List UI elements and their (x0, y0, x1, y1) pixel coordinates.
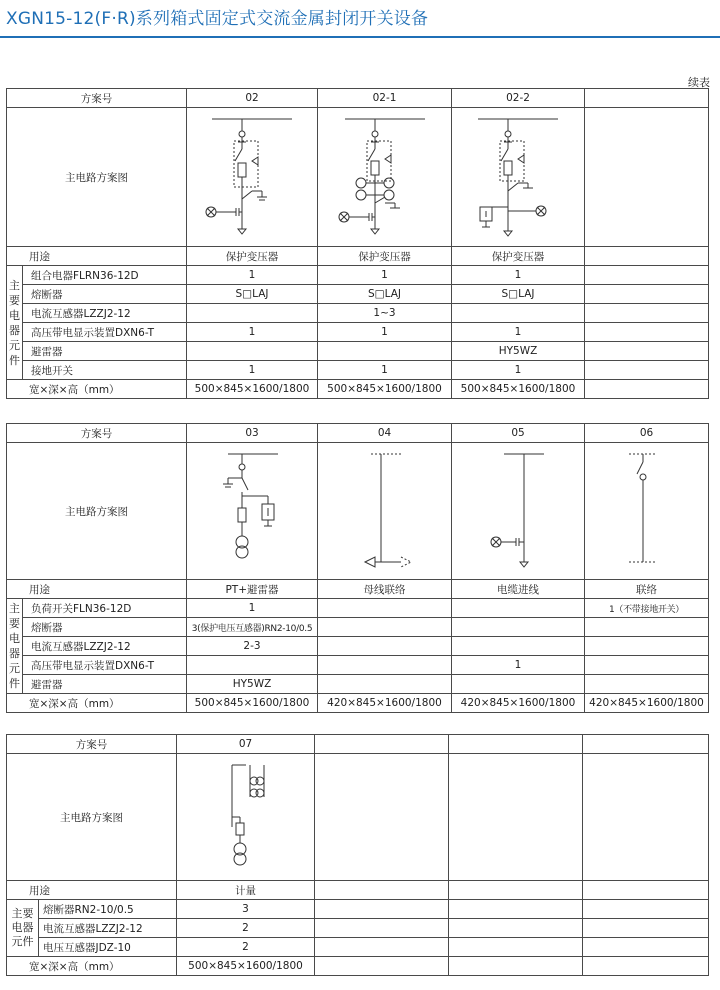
component-row (7, 938, 709, 957)
component-value (585, 266, 709, 285)
component-value: 1（不带接地开关） (585, 599, 709, 618)
circuit-diagram-02 (187, 108, 318, 247)
usage-row (7, 580, 709, 599)
component-value (452, 304, 585, 323)
diagram-empty (583, 754, 709, 881)
diagram-row (7, 443, 709, 580)
usage-cell (315, 881, 449, 900)
component-value: 1 (187, 266, 318, 285)
circuit-06-icon (597, 446, 697, 576)
component-value: 1 (452, 361, 585, 380)
circuit-04-icon (335, 446, 435, 576)
component-value (315, 938, 449, 957)
scheme-table-3 (6, 734, 709, 976)
scheme-number: 02-2 (452, 89, 585, 108)
component-value (583, 919, 709, 938)
usage-header: 用途 (7, 580, 187, 599)
dims-row (7, 694, 709, 713)
component-value: S□LAJ (318, 285, 452, 304)
circuit-diagram-02-1 (318, 108, 452, 247)
continued-label: 续表 (688, 76, 710, 89)
component-name: 高压带电显示装置DXN6-T (23, 323, 187, 342)
component-value (318, 675, 452, 694)
dims-cell: 420×845×1600/1800 (452, 694, 585, 713)
diagram-empty (585, 108, 709, 247)
dims-header: 宽×深×高（mm） (7, 957, 177, 976)
diagram-empty (315, 754, 449, 881)
circuit-07-icon (196, 757, 296, 877)
usage-cell: 母线联络 (318, 580, 452, 599)
circuit-diagram-05 (452, 443, 585, 580)
component-name: 熔断器 (23, 285, 187, 304)
circuit-05-icon (468, 446, 568, 576)
component-row (7, 656, 709, 675)
component-value: 1 (187, 599, 318, 618)
component-name: 高压带电显示装置DXN6-T (23, 656, 187, 675)
component-row (7, 304, 709, 323)
usage-cell: 保护变压器 (318, 247, 452, 266)
circuit-02-2-icon (468, 111, 568, 243)
scheme-number: 03 (187, 424, 318, 443)
component-value (585, 342, 709, 361)
diagram-row (7, 754, 709, 881)
component-value (585, 285, 709, 304)
main-components-label: 主要电器元件 (7, 900, 39, 957)
scheme-number: 05 (452, 424, 585, 443)
component-name: 电压互感器JDZ-10 (39, 938, 177, 957)
component-row (7, 900, 709, 919)
usage-cell (583, 881, 709, 900)
component-value (585, 637, 709, 656)
circuit-diagram-02-2 (452, 108, 585, 247)
component-value (452, 618, 585, 637)
component-value: 1 (318, 266, 452, 285)
component-row (7, 266, 709, 285)
scheme-table-1 (6, 88, 709, 399)
component-value (187, 342, 318, 361)
usage-cell (585, 247, 709, 266)
component-value (585, 618, 709, 637)
usage-row (7, 247, 709, 266)
component-row (7, 361, 709, 380)
usage-cell: PT+避雷器 (187, 580, 318, 599)
scheme-number (583, 735, 709, 754)
component-name: 熔断器RN2-10/0.5 (39, 900, 177, 919)
component-value (449, 938, 583, 957)
component-value (585, 304, 709, 323)
dims-cell: 500×845×1600/1800 (187, 694, 318, 713)
dims-cell (315, 957, 449, 976)
component-row (7, 285, 709, 304)
component-value: 2-3 (187, 637, 318, 656)
dims-cell (585, 380, 709, 399)
scheme-number (315, 735, 449, 754)
scheme-number-row (7, 424, 709, 443)
circuit-02-icon (202, 111, 302, 243)
component-value (318, 637, 452, 656)
dims-header: 宽×深×高（mm） (7, 380, 187, 399)
dims-cell: 500×845×1600/1800 (177, 957, 315, 976)
dims-cell: 500×845×1600/1800 (187, 380, 318, 399)
usage-row (7, 881, 709, 900)
component-value (315, 900, 449, 919)
component-value: 1~3 (318, 304, 452, 323)
scheme-number: 07 (177, 735, 315, 754)
scheme-number-header: 方案号 (7, 89, 187, 108)
component-value (318, 599, 452, 618)
dims-header: 宽×深×高（mm） (7, 694, 187, 713)
component-value (585, 656, 709, 675)
circuit-03-icon (202, 446, 302, 576)
component-value (585, 675, 709, 694)
component-value (585, 323, 709, 342)
scheme-number: 06 (585, 424, 709, 443)
dims-cell (449, 957, 583, 976)
component-row (7, 342, 709, 361)
component-row (7, 323, 709, 342)
page-title: XGN15-12(F·R)系列箱式固定式交流金属封闭开关设备 (6, 9, 429, 29)
dims-cell: 500×845×1600/1800 (452, 380, 585, 399)
main-components-label: 主要电器元件 (7, 599, 23, 694)
usage-cell: 电缆进线 (452, 580, 585, 599)
usage-cell (449, 881, 583, 900)
component-value (449, 919, 583, 938)
component-value: HY5WZ (187, 675, 318, 694)
circuit-diagram-03 (187, 443, 318, 580)
usage-header: 用途 (7, 247, 187, 266)
dims-row (7, 380, 709, 399)
component-value (318, 342, 452, 361)
circuit-diagram-06 (585, 443, 709, 580)
scheme-number: 04 (318, 424, 452, 443)
component-row (7, 637, 709, 656)
component-value: 1 (187, 361, 318, 380)
circuit-diagram-07 (177, 754, 315, 881)
circuit-02-1-icon (335, 111, 435, 243)
usage-header: 用途 (7, 881, 177, 900)
component-row (7, 599, 709, 618)
component-value: S□LAJ (452, 285, 585, 304)
component-value: 1 (452, 323, 585, 342)
diagram-header: 主电路方案图 (7, 443, 187, 580)
component-name: 电流互感器LZZJ2-12 (23, 637, 187, 656)
component-value: 1 (452, 656, 585, 675)
component-value (315, 919, 449, 938)
component-value: S□LAJ (187, 285, 318, 304)
component-name: 组合电器FLRN36-12D (23, 266, 187, 285)
scheme-table-2 (6, 423, 709, 713)
usage-cell: 保护变压器 (452, 247, 585, 266)
scheme-number: 02 (187, 89, 318, 108)
diagram-empty (449, 754, 583, 881)
component-value: 1 (187, 323, 318, 342)
component-value (318, 656, 452, 675)
component-value: 1 (318, 361, 452, 380)
component-value (452, 675, 585, 694)
component-value (452, 637, 585, 656)
component-value: 1 (318, 323, 452, 342)
scheme-number (585, 89, 709, 108)
component-value (583, 938, 709, 957)
dims-cell: 420×845×1600/1800 (585, 694, 709, 713)
usage-cell: 联络 (585, 580, 709, 599)
diagram-header: 主电路方案图 (7, 108, 187, 247)
scheme-number (449, 735, 583, 754)
component-name: 熔断器 (23, 618, 187, 637)
component-name: 避雷器 (23, 675, 187, 694)
component-value (583, 900, 709, 919)
scheme-number-header: 方案号 (7, 424, 187, 443)
component-row (7, 919, 709, 938)
component-value: 1 (452, 266, 585, 285)
dims-cell: 500×845×1600/1800 (318, 380, 452, 399)
component-value (585, 361, 709, 380)
scheme-number: 02-1 (318, 89, 452, 108)
diagram-row (7, 108, 709, 247)
component-value (187, 656, 318, 675)
dims-row (7, 957, 709, 976)
usage-cell: 保护变压器 (187, 247, 318, 266)
title-underline (0, 36, 720, 38)
dims-cell: 420×845×1600/1800 (318, 694, 452, 713)
component-name: 接地开关 (23, 361, 187, 380)
main-components-label: 主要电器元件 (7, 266, 23, 380)
component-value (452, 599, 585, 618)
circuit-diagram-04 (318, 443, 452, 580)
component-name: 避雷器 (23, 342, 187, 361)
component-row (7, 675, 709, 694)
component-value: 2 (177, 919, 315, 938)
component-row (7, 618, 709, 637)
scheme-number-row (7, 735, 709, 754)
scheme-number-row (7, 89, 709, 108)
component-name: 负荷开关FLN36-12D (23, 599, 187, 618)
diagram-header: 主电路方案图 (7, 754, 177, 881)
dims-cell (583, 957, 709, 976)
component-value: HY5WZ (452, 342, 585, 361)
component-name: 电流互感器LZZJ2-12 (39, 919, 177, 938)
component-value: 3 (177, 900, 315, 919)
component-value (449, 900, 583, 919)
component-name: 电流互感器LZZJ2-12 (23, 304, 187, 323)
component-value: 2 (177, 938, 315, 957)
component-value (318, 618, 452, 637)
component-value (187, 304, 318, 323)
component-value: 3(保护电压互感器)RN2-10/0.5 (187, 618, 318, 637)
usage-cell: 计量 (177, 881, 315, 900)
scheme-number-header: 方案号 (7, 735, 177, 754)
